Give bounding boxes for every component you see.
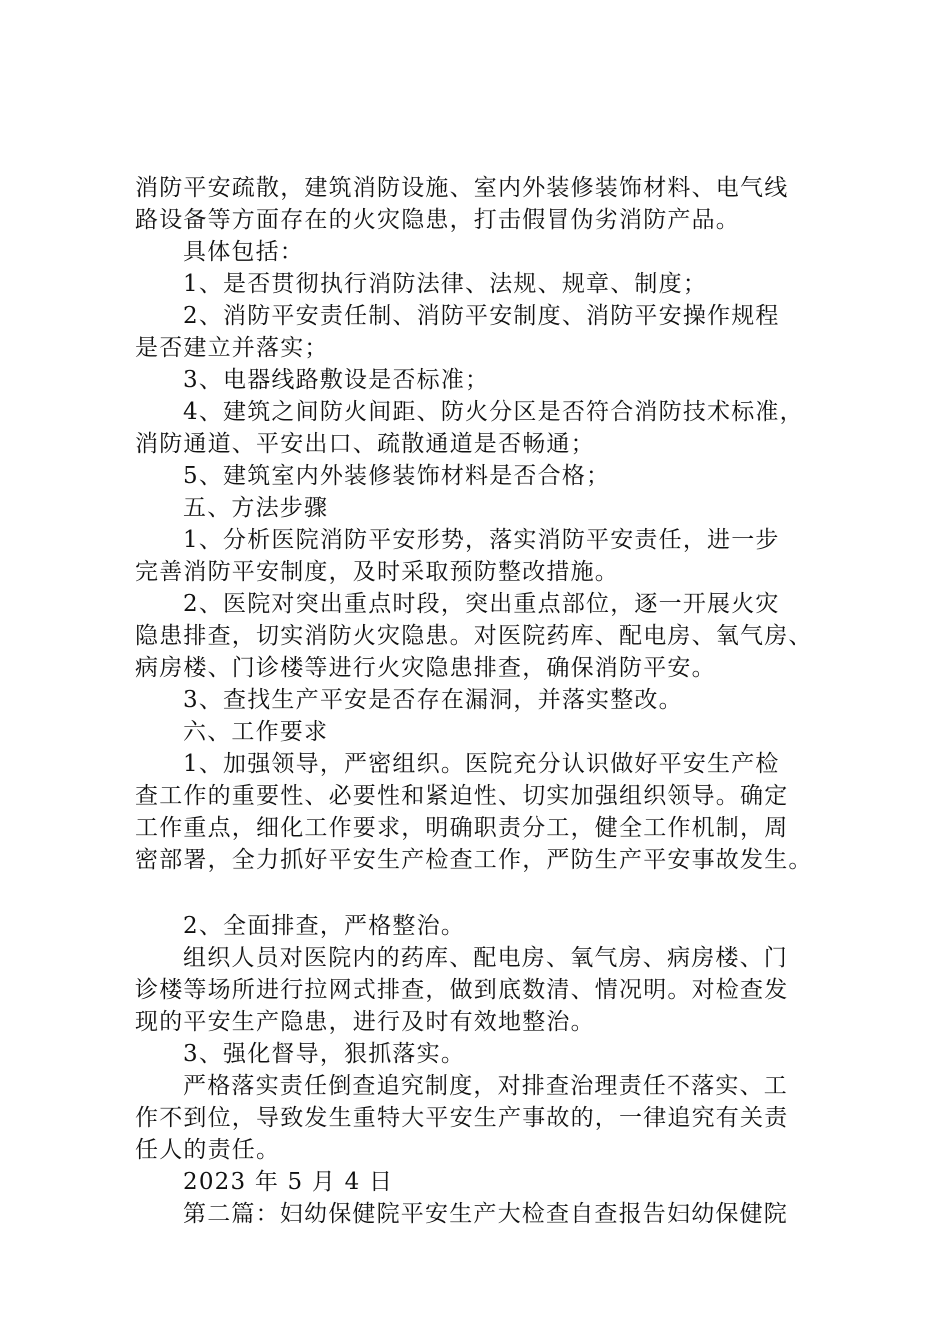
paragraph-gap bbox=[135, 876, 835, 910]
text-line: 2、医院对突出重点时段，突出重点部位，逐一开展火灾 bbox=[183, 591, 780, 617]
text-line: 消防平安疏散，建筑消防设施、室内外装修装饰材料、电气线 bbox=[135, 175, 789, 201]
text-line: 5、建筑室内外装修装饰材料是否合格； bbox=[183, 463, 611, 489]
text-line: 隐患排查，切实消防火灾隐患。对医院药库、配电房、氧气房、 bbox=[135, 623, 813, 649]
text-line: 路设备等方面存在的火灾隐患，打击假冒伪劣消防产品。 bbox=[135, 207, 740, 233]
text-line: 1、分析医院消防平安形势，落实消防平安责任，进一步 bbox=[183, 527, 780, 553]
text-line: 2、全面排查，严格整治。 bbox=[183, 913, 466, 939]
document-body bbox=[135, 172, 835, 1230]
document-date: 2023 年 5 月 4 日 bbox=[183, 1169, 394, 1195]
text-line: 消防通道、平安出口、疏散通道是否畅通； bbox=[135, 431, 595, 457]
text-line: 诊楼等场所进行拉网式排查，做到底数清、情况明。对检查发 bbox=[135, 977, 789, 1003]
text-line: 是否建立并落实； bbox=[135, 335, 329, 361]
text-line: 1、是否贯彻执行消防法律、法规、规章、制度； bbox=[183, 271, 708, 297]
next-section-title: 第二篇：妇幼保健院平安生产大检查自查报告妇幼保健院 bbox=[183, 1201, 788, 1227]
text-line: 1、加强领导，严密组织。医院充分认识做好平安生产检 bbox=[183, 751, 780, 777]
text-line: 现的平安生产隐患，进行及时有效地整治。 bbox=[135, 1009, 595, 1035]
text-line: 作不到位，导致发生重特大平安生产事故的，一律追究有关责 bbox=[135, 1105, 789, 1131]
text-line: 完善消防平安制度，及时采取预防整改措施。 bbox=[135, 559, 619, 585]
text-line: 工作重点，细化工作要求，明确职责分工，健全工作机制，周 bbox=[135, 815, 789, 841]
text-line: 具体包括： bbox=[183, 239, 304, 265]
text-line: 2、消防平安责任制、消防平安制度、消防平安操作规程 bbox=[183, 303, 780, 329]
text-line: 病房楼、门诊楼等进行火灾隐患排查，确保消防平安。 bbox=[135, 655, 716, 681]
section-heading: 五、方法步骤 bbox=[183, 495, 329, 521]
section-heading: 六、工作要求 bbox=[183, 719, 329, 745]
text-line: 任人的责任。 bbox=[135, 1137, 281, 1163]
text-line: 3、电器线路敷设是否标准； bbox=[183, 367, 490, 393]
text-line: 密部署，全力抓好平安生产检查工作，严防生产平安事故发生。 bbox=[135, 847, 813, 873]
text-line: 查工作的重要性、必要性和紧迫性、切实加强组织领导。确定 bbox=[135, 783, 789, 809]
text-line: 4、建筑之间防火间距、防火分区是否符合消防技术标准， bbox=[183, 399, 804, 425]
text-line: 3、强化督导，狠抓落实。 bbox=[183, 1041, 466, 1067]
text-line: 3、查找生产平安是否存在漏洞，并落实整改。 bbox=[183, 687, 683, 713]
text-line: 严格落实责任倒查追究制度，对排查治理责任不落实、工 bbox=[183, 1073, 788, 1099]
text-line: 组织人员对医院内的药库、配电房、氧气房、病房楼、门 bbox=[183, 945, 788, 971]
